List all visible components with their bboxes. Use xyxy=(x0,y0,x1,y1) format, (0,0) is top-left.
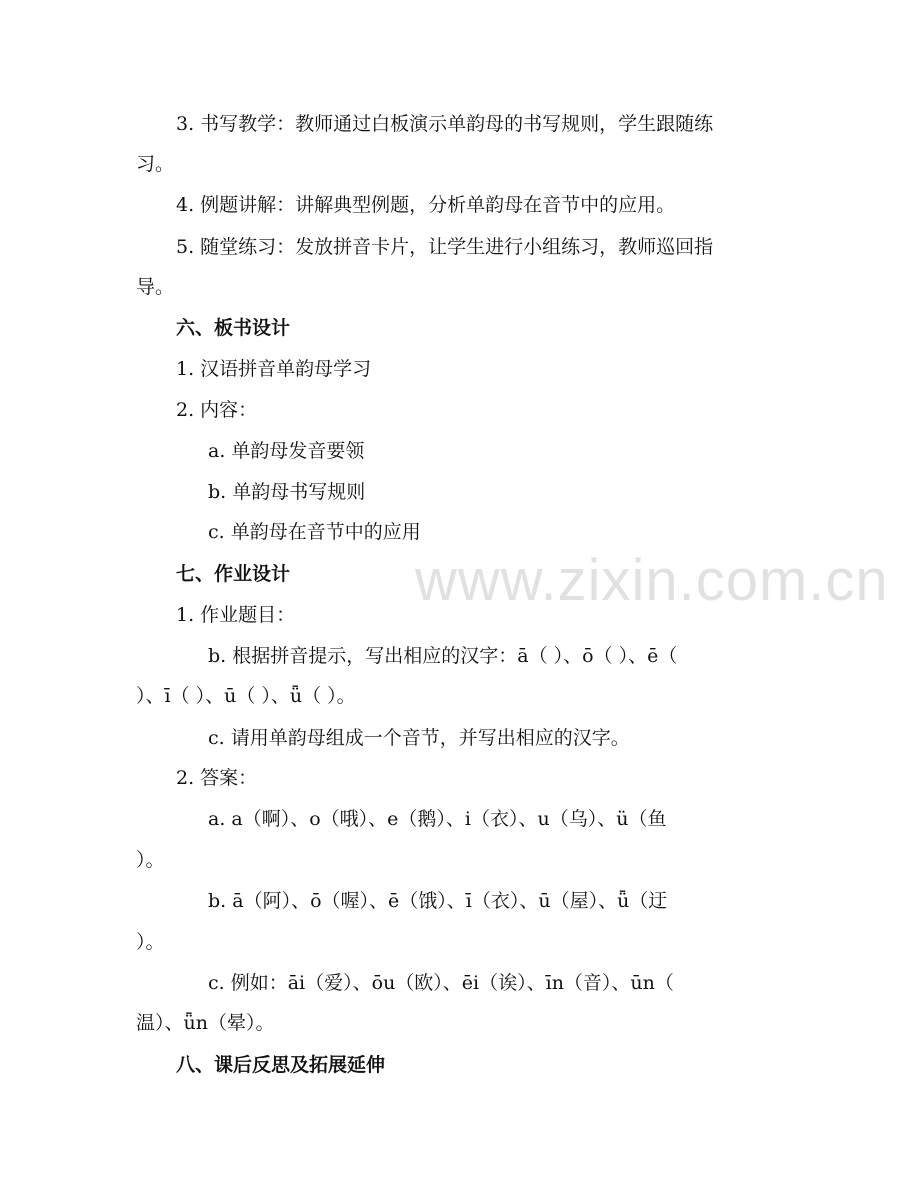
question-c: c. 请用单韵母组成一个音节，并写出相应的汉字。 xyxy=(208,727,630,749)
answer-a-cont: ）。 xyxy=(136,849,165,871)
section-heading-reflection: 八、课后反思及拓展延伸 xyxy=(176,1054,386,1076)
question-b: b. 根据拼音提示，写出相应的汉字：ā（ ）、ō（ ）、ē（ xyxy=(208,645,678,667)
list-item-class-practice-cont: 导。 xyxy=(136,276,175,298)
answer-c-cont: 温）、ǖn（晕）。 xyxy=(136,1012,275,1034)
answer-b-cont: ）。 xyxy=(136,931,165,953)
section-heading-board-design: 六、板书设计 xyxy=(176,317,291,339)
watermark: www.zixin.com.cn xyxy=(415,548,889,613)
list-item-writing-teaching: 3. 书写教学：教师通过白板演示单韵母的书写规则，学生跟随练 xyxy=(176,113,714,135)
answer-b: b. ā（阿）、ō（喔）、ē（饿）、ī（衣）、ū（屋）、ǖ（迂 xyxy=(208,890,668,912)
sub-item-pronunciation: a. 单韵母发音要领 xyxy=(208,440,365,462)
list-item-example-explanation: 4. 例题讲解：讲解典型例题，分析单韵母在音节中的应用。 xyxy=(176,194,676,216)
answer-c: c. 例如：āi（爱）、ōu（欧）、ēi（诶）、īn（音）、ūn（ xyxy=(208,972,674,994)
sub-item-writing-rules: b. 单韵母书写规则 xyxy=(208,481,366,503)
list-item-answers: 2. 答案： xyxy=(176,767,258,789)
question-b-cont: ）、ī（ ）、ū（ ）、ǖ（ ）。 xyxy=(136,685,356,707)
list-item-board-title: 1. 汉语拼音单韵母学习 xyxy=(176,358,372,380)
list-item-homework-questions: 1. 作业题目： xyxy=(176,604,296,626)
list-item-class-practice: 5. 随堂练习：发放拼音卡片，让学生进行小组练习，教师巡回指 xyxy=(176,236,714,258)
answer-a: a. a（啊）、o（哦）、e（鹅）、i（衣）、u（乌）、ü（鱼 xyxy=(208,808,667,830)
list-item-writing-teaching-cont: 习。 xyxy=(136,153,175,175)
section-heading-homework-design: 七、作业设计 xyxy=(176,563,291,585)
list-item-board-content: 2. 内容： xyxy=(176,399,258,421)
sub-item-application: c. 单韵母在音节中的应用 xyxy=(208,521,421,543)
